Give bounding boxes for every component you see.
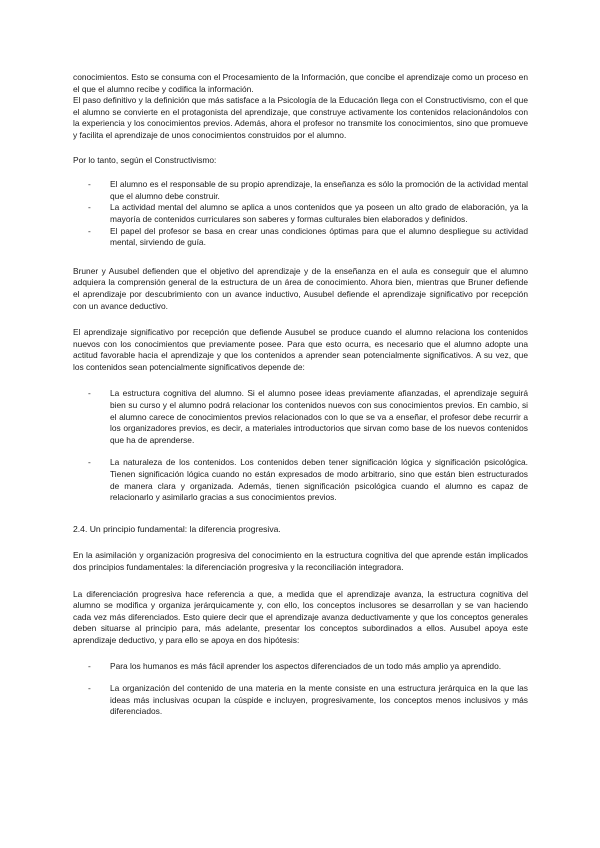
list-item — [73, 202, 528, 225]
list-dash: - — [88, 225, 91, 236]
list-item-text: La actividad mental del alumno se aplica a unos contenidos que ya poseen un alto grado de elaboración, ya la mayoría de contenidos curriculares son saberes y formas culturales bien elaborados y definidos. — [110, 202, 528, 224]
list-item-text: La estructura cognitiva del alumno. Si el alumno posee ideas previamente afianzadas, el aprendizaje seguirá bien su curso y el alumno podrá relacionar los contenidos nuevos con sus conocimientos previos. En cambio, si el alumno carece de conocimientos previos relacionados con lo que se va a enseñar, el profesor debe recurrir a los organizadores previos, es decir, a materiales introductorios que sirvan como base de los nuevos contenidos que ha de aprenderse. — [110, 388, 528, 445]
list-dash: - — [88, 202, 91, 213]
list-dash: - — [88, 660, 91, 671]
list-dash: - — [88, 683, 91, 694]
list-item — [73, 388, 528, 446]
hypotheses-list — [73, 661, 528, 718]
document-page — [73, 72, 528, 718]
section-heading: 2.4. Un principio fundamental: la diferencia progresiva. — [73, 523, 281, 534]
paragraph-aprendizaje-significativo: El aprendizaje significativo por recepción que defiende Ausubel se produce cuando el alumno relaciona los contenidos nuevos con los conocimientos que previamente posee. Para que esto ocurra, es necesario que el alumno adopte una actitud favorable hacia el aprendizaje y que los contenidos a aprender sean potencialmente significativos. A su vez, que los contenidos sean potencialmente significativos depende de: — [73, 327, 528, 372]
list-item — [73, 179, 528, 202]
paragraph-bruner-ausubel: Bruner y Ausubel defienden que el objetivo del aprendizaje y de la enseñanza en el aula es conseguir que el alumno adquiera la comprensión general de la estructura de un área de conocimiento. Ahora bien, mientras que Bruner defiende el aprendizaje por descubrimiento con un avance inductivo, Ausubel defiende el aprendizaje significativo por recepción con un avance deductivo. — [73, 265, 528, 311]
list-dash: - — [88, 388, 91, 399]
list-item-text: La organización del contenido de una materia en la mente consiste en una estructura jerárquica en la que las ideas más inclusivas ocupan la cúspide e incluyen, progresivamente, los conceptos menos inclusivos y más diferenciados. — [110, 683, 528, 717]
list-item — [73, 661, 528, 673]
paragraph-constructivismo: El paso definitivo y la definición que más satisface a la Psicología de la Educación llega con el Constructivismo, con el que el alumno se convierte en el protagonista del aprendizaje, que construye activamente los contenidos relacionándolos con la experiencia y los conocimientos previos. Además, ahora el profesor no transmite los conocimientos, sino que promueve y facilita el aprendizaje de unos conocimientos construidos por el alumno. — [73, 95, 528, 140]
list-item — [73, 683, 528, 718]
list-item-text: El alumno es el responsable de su propio aprendizaje, la enseñanza es sólo la promoción de la actividad mental que el alumno debe construir. — [110, 179, 528, 201]
list-dash: - — [88, 179, 91, 190]
list-dash: - — [88, 457, 91, 468]
list-item-text: La naturaleza de los contenidos. Los contenidos deben tener significación lógica y significación psicológica. Tienen significación lógica cuando no están expresados de modo arbitrario, sino que están bien estructurados de manera clara y organizada. Además, tienen significación psicológica cuando el alumno es capaz de relacionarlo y asimilarlo gracias a sus conocimientos previos. — [110, 457, 528, 503]
constructivism-list — [73, 179, 528, 249]
significance-list — [73, 388, 528, 503]
list-item-text: Para los humanos es más fácil aprender los aspectos diferenciados de un todo más amplio ya aprendido. — [110, 660, 502, 671]
paragraph-asimilacion: En la asimilación y organización progresiva del conocimiento en la estructura cognitiva del que aprende están implicados dos principios fundamentales: la diferenciación progresiva y la reconciliación integradora. — [73, 550, 528, 572]
list-item — [73, 457, 528, 503]
paragraph-diferenciacion: La diferenciación progresiva hace referencia a que, a medida que el aprendizaje avanza, la estructura cognitiva del alumno se modifica y organiza jerárquicamente y, con ello, los conceptos inclusores se desarrollan y se van haciendo cada vez más diferenciados. Esto quiere decir que el aprendizaje avanza deductivamente y que los conceptos generales deben situarse al principio para, más adelante, presentar los conceptos subordinados a ellos. Ausubel apoya este aprendizaje deductivo, y para ello se apoya en dos hipótesis: — [73, 588, 528, 645]
paragraph-procesamiento: conocimientos. Esto se consuma con el Procesamiento de la Información, que concibe el aprendizaje como un proceso en el que el alumno recibe y codifica la información. — [73, 72, 528, 94]
list-item — [73, 226, 528, 249]
paragraph-segun-constructivismo: Por lo tanto, según el Constructivismo: — [73, 154, 217, 165]
list-item-text: El papel del profesor se basa en crear unas condiciones óptimas para que el alumno despliegue su actividad mental, sirviendo de guía. — [110, 225, 528, 248]
